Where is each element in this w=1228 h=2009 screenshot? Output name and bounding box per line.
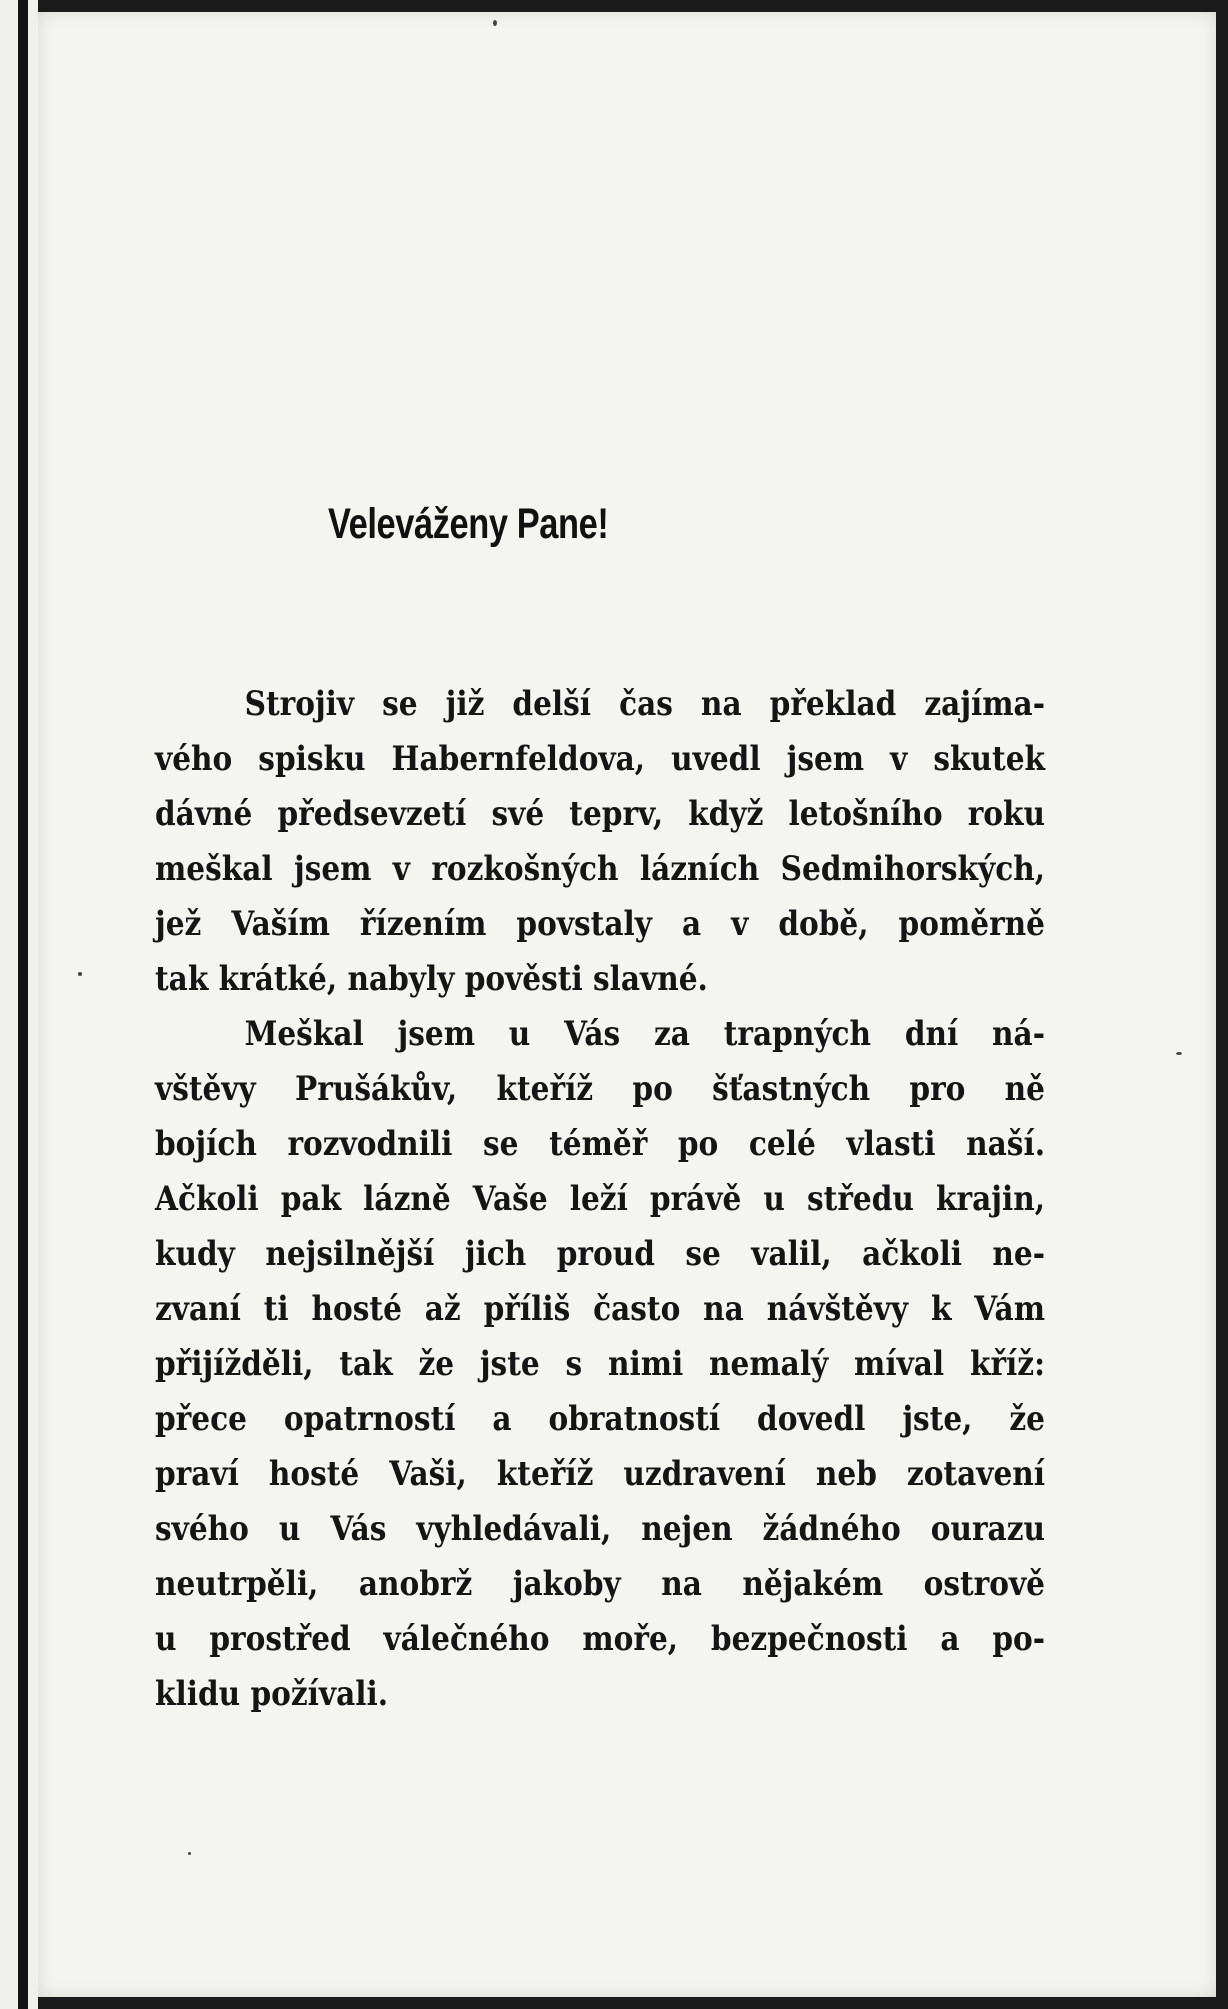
text-line: praví hosté Vaši, kteříž uzdravení neb zotavení	[155, 1454, 1046, 1494]
text-line: Ačkoli pak lázně Vaše leží právě u středu krajin,	[155, 1179, 1046, 1219]
letter-salutation: Veleváženy Pane!	[328, 500, 609, 548]
text-line: Strojiv se již delší čas na překlad zajíma-	[244, 684, 1046, 724]
text-line: dávné předsevzetí své teprv, když letošního roku	[155, 794, 1046, 834]
text-line: kudy nejsilnější jich proud se valil, ačkoli ne-	[155, 1234, 1046, 1274]
text-line: zvaní ti hosté až příliš často na návštěvy k Vám	[155, 1289, 1046, 1329]
text-line: meškal jsem v rozkošných lázních Sedmihorských,	[155, 849, 1046, 889]
text-line: u prostřed válečného moře, bezpečnosti a po-	[155, 1619, 1046, 1659]
text-line: tak krátké, nabyly pověsti slavné.	[155, 959, 708, 999]
paper-speck	[188, 1852, 191, 1855]
text-line: neutrpěli, anobrž jakoby na nějakém ostrově	[155, 1564, 1046, 1604]
text-line: vého spisku Habernfeldova, uvedl jsem v skutek	[155, 739, 1046, 779]
text-line: přece opatrností a obratností dovedl jste, že	[155, 1399, 1046, 1439]
text-line: svého u Vás vyhledávali, nejen žádného ourazu	[155, 1509, 1046, 1549]
letter-body	[155, 677, 1045, 1722]
text-line: přijížděli, tak že jste s nimi nemalý míval kříž:	[155, 1344, 1046, 1384]
binding-edge	[0, 0, 38, 2009]
paper-speck	[78, 972, 82, 976]
paper-speck	[1176, 1052, 1182, 1055]
text-line: bojích rozvodnili se téměř po celé vlasti naší.	[155, 1124, 1046, 1164]
text-line: vštěvy Prušákův, kteříž po šťastných pro ně	[155, 1069, 1046, 1109]
text-line: Meškal jsem u Vás za trapných dní ná-	[244, 1014, 1046, 1054]
text-line: jež Vaším řízením povstaly a v době, poměrně	[155, 904, 1046, 944]
text-line: klidu požívali.	[155, 1674, 389, 1714]
paper-speck	[493, 20, 497, 26]
